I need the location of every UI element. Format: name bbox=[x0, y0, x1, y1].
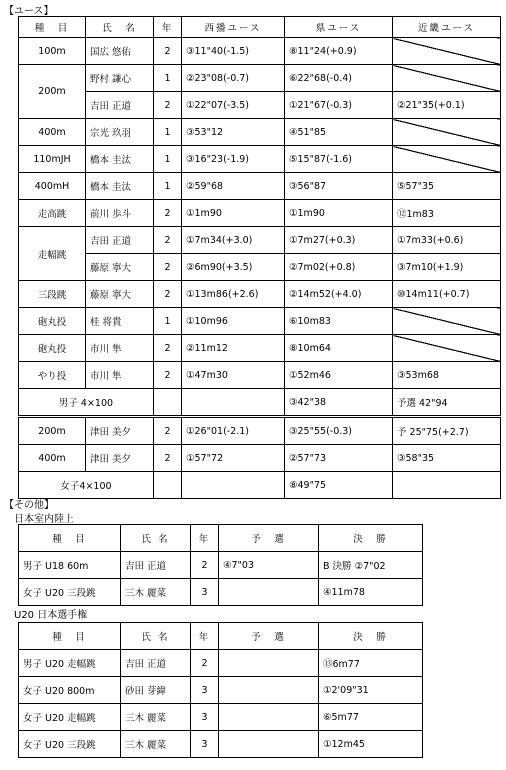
ken-cell: ⑤15"87(-1.6) bbox=[285, 146, 393, 173]
table-row bbox=[19, 704, 423, 731]
prelim-cell bbox=[219, 731, 319, 758]
ken-cell: ①21"67(-0.3) bbox=[285, 92, 393, 119]
name-cell: 吉田 正道 bbox=[86, 227, 154, 254]
empty-diagonal-cell bbox=[393, 65, 501, 92]
grade-cell bbox=[154, 472, 182, 499]
table-row bbox=[19, 579, 423, 606]
event-cell: 女子4×100 bbox=[19, 472, 154, 499]
seiban-cell: ③11"40(-1.5) bbox=[182, 38, 285, 65]
grade-cell: 2 bbox=[191, 650, 219, 677]
seiban-cell: ①1m90 bbox=[182, 200, 285, 227]
grade-cell: 2 bbox=[154, 281, 182, 308]
youth-table bbox=[18, 16, 501, 499]
name-cell: 津田 美夕 bbox=[86, 445, 154, 472]
name-cell: 市川 隼 bbox=[86, 362, 154, 389]
ken-cell: ③25"55(-0.3) bbox=[285, 417, 393, 445]
name-cell: 藤原 寧大 bbox=[86, 254, 154, 281]
grade-cell: 3 bbox=[191, 579, 219, 606]
table-row bbox=[19, 308, 501, 335]
header-final: 決 勝 bbox=[319, 623, 423, 650]
seiban-cell: ①13m86(+2.6) bbox=[182, 281, 285, 308]
kinki-cell: ⑤57"35 bbox=[393, 173, 501, 200]
grade-cell: 1 bbox=[154, 146, 182, 173]
youth-header-row bbox=[19, 17, 501, 38]
name-cell: 砂田 芽緯 bbox=[121, 677, 191, 704]
grade-cell: 2 bbox=[154, 254, 182, 281]
table-row bbox=[19, 472, 501, 499]
name-cell: 津田 美夕 bbox=[86, 417, 154, 445]
grade-cell: 1 bbox=[154, 308, 182, 335]
prelim-cell bbox=[219, 677, 319, 704]
final-cell: ①12m45 bbox=[319, 731, 423, 758]
name-cell: 橋本 圭汰 bbox=[86, 173, 154, 200]
kinki-cell: 予選 42"94 bbox=[393, 389, 501, 417]
kinki-cell: ⑫1m83 bbox=[393, 200, 501, 227]
empty-diagonal-cell bbox=[393, 146, 501, 173]
ken-cell: ③42"38 bbox=[285, 389, 393, 417]
seiban-cell: ②11m12 bbox=[182, 335, 285, 362]
table-row bbox=[19, 650, 423, 677]
header-name: 氏 名 bbox=[121, 623, 191, 650]
table-row bbox=[19, 335, 501, 362]
event-cell: 砲丸投 bbox=[19, 335, 86, 362]
table-row bbox=[19, 200, 501, 227]
prelim-cell bbox=[219, 704, 319, 731]
seiban-cell: ③16"23(-1.9) bbox=[182, 146, 285, 173]
final-cell: ⑥5m77 bbox=[319, 704, 423, 731]
ken-cell: ⑧10m64 bbox=[285, 335, 393, 362]
final-cell: ④11m78 bbox=[319, 579, 423, 606]
ken-cell: ⑧49"75 bbox=[285, 472, 393, 499]
seiban-cell: ②59"68 bbox=[182, 173, 285, 200]
youth-section-title: 【ユース】 bbox=[4, 6, 54, 17]
event-cell: やり投 bbox=[19, 362, 86, 389]
grade-cell: 2 bbox=[154, 200, 182, 227]
name-cell: 吉田 正道 bbox=[86, 92, 154, 119]
header-name: 氏 名 bbox=[86, 17, 154, 38]
event-cell: 100m bbox=[19, 38, 86, 65]
header-grade: 年 bbox=[154, 17, 182, 38]
table-row bbox=[19, 227, 501, 254]
kinki-cell: ⑩14m11(+0.7) bbox=[393, 281, 501, 308]
final-cell: ①2'09"31 bbox=[319, 677, 423, 704]
table-row bbox=[19, 119, 501, 146]
ken-cell: ①52m46 bbox=[285, 362, 393, 389]
event-cell: 110mJH bbox=[19, 146, 86, 173]
header-seiban: 西播ユース bbox=[182, 17, 285, 38]
name-cell: 三木 麗菜 bbox=[121, 731, 191, 758]
seiban-cell: ③53"12 bbox=[182, 119, 285, 146]
event-cell: 女子 U20 800m bbox=[19, 677, 121, 704]
kinki-cell: ①7m33(+0.6) bbox=[393, 227, 501, 254]
empty-diagonal-cell bbox=[393, 38, 501, 65]
ken-cell: ②57"73 bbox=[285, 445, 393, 472]
other-section-title: 【その他】 bbox=[4, 500, 54, 511]
grade-cell: 2 bbox=[154, 362, 182, 389]
table-row bbox=[19, 677, 423, 704]
table-row bbox=[19, 445, 501, 472]
name-cell: 藤原 寧大 bbox=[86, 281, 154, 308]
grade-cell: 2 bbox=[154, 38, 182, 65]
ken-cell: ②7m02(+0.8) bbox=[285, 254, 393, 281]
header-kinki: 近畿ユース bbox=[393, 17, 501, 38]
name-cell: 前川 歩斗 bbox=[86, 200, 154, 227]
event-cell: 200m bbox=[19, 417, 86, 445]
header-event: 種 目 bbox=[19, 623, 121, 650]
seiban-cell: ①10m96 bbox=[182, 308, 285, 335]
event-cell: 男子 U20 走幅跳 bbox=[19, 650, 121, 677]
grade-cell: 2 bbox=[154, 335, 182, 362]
seiban-cell: ①26"01(-2.1) bbox=[182, 417, 285, 445]
table-row bbox=[19, 552, 423, 579]
grade-cell: 2 bbox=[154, 227, 182, 254]
kinki-cell: ②21"35(+0.1) bbox=[393, 92, 501, 119]
prelim-cell bbox=[219, 650, 319, 677]
prelim-cell: ④7"03 bbox=[219, 552, 319, 579]
event-cell: 走高跳 bbox=[19, 200, 86, 227]
seiban-cell: ①47m30 bbox=[182, 362, 285, 389]
ken-cell: ③56"87 bbox=[285, 173, 393, 200]
ken-cell: ①7m27(+0.3) bbox=[285, 227, 393, 254]
name-cell: 国広 悠佑 bbox=[86, 38, 154, 65]
table-row bbox=[19, 65, 501, 92]
name-cell: 吉田 正道 bbox=[121, 650, 191, 677]
empty-diagonal-cell bbox=[393, 335, 501, 362]
kinki-cell: ③58"35 bbox=[393, 445, 501, 472]
table-row bbox=[19, 92, 501, 119]
event-cell: 400mH bbox=[19, 173, 86, 200]
table-row bbox=[19, 281, 501, 308]
name-cell: 市川 隼 bbox=[86, 335, 154, 362]
seiban-cell: ②6m90(+3.5) bbox=[182, 254, 285, 281]
grade-cell: 2 bbox=[154, 445, 182, 472]
table-row bbox=[19, 362, 501, 389]
grade-cell: 2 bbox=[154, 92, 182, 119]
table-row bbox=[19, 173, 501, 200]
grade-cell: 3 bbox=[191, 704, 219, 731]
seiban-cell bbox=[182, 389, 285, 417]
ken-cell: ⑥22"68(-0.4) bbox=[285, 65, 393, 92]
seiban-cell: ①22"07(-3.5) bbox=[182, 92, 285, 119]
grade-cell: 1 bbox=[154, 65, 182, 92]
final-cell: ⑬6m77 bbox=[319, 650, 423, 677]
ken-cell: ⑥10m83 bbox=[285, 308, 393, 335]
u20-table bbox=[18, 622, 423, 758]
event-cell: 走幅跳 bbox=[19, 227, 86, 281]
header-prelim: 予 選 bbox=[219, 623, 319, 650]
event-cell: 400m bbox=[19, 445, 86, 472]
kinki-cell: ③53m68 bbox=[393, 362, 501, 389]
seiban-cell bbox=[182, 472, 285, 499]
event-cell: 砲丸投 bbox=[19, 308, 86, 335]
header-final: 決 勝 bbox=[319, 525, 423, 552]
empty-diagonal-cell bbox=[393, 308, 501, 335]
seiban-cell: ②23"08(-0.7) bbox=[182, 65, 285, 92]
name-cell: 三木 麗菜 bbox=[121, 579, 191, 606]
name-cell: 野村 謙心 bbox=[86, 65, 154, 92]
header-name: 氏 名 bbox=[121, 525, 191, 552]
header-grade: 年 bbox=[191, 525, 219, 552]
name-cell: 宗光 玖羽 bbox=[86, 119, 154, 146]
event-cell: 女子 U20 三段跳 bbox=[19, 579, 121, 606]
header-prelim: 予 選 bbox=[219, 525, 319, 552]
empty-diagonal-cell bbox=[393, 119, 501, 146]
table-row bbox=[19, 254, 501, 281]
prelim-cell bbox=[219, 579, 319, 606]
table-row bbox=[19, 731, 423, 758]
ken-cell: ⑧11"24(+0.9) bbox=[285, 38, 393, 65]
kinki-cell: ③7m10(+1.9) bbox=[393, 254, 501, 281]
header-event: 種 目 bbox=[19, 525, 121, 552]
final-cell: B 決勝 ②7"02 bbox=[319, 552, 423, 579]
u20-header-row bbox=[19, 623, 423, 650]
event-cell: 400m bbox=[19, 119, 86, 146]
event-cell: 三段跳 bbox=[19, 281, 86, 308]
ken-cell: ②14m52(+4.0) bbox=[285, 281, 393, 308]
seiban-cell: ①57"72 bbox=[182, 445, 285, 472]
grade-cell: 1 bbox=[154, 173, 182, 200]
event-cell: 女子 U20 走幅跳 bbox=[19, 704, 121, 731]
indoor-subtitle: 日本室内陸上 bbox=[14, 514, 74, 525]
grade-cell: 2 bbox=[154, 417, 182, 445]
event-cell: 女子 U20 三段跳 bbox=[19, 731, 121, 758]
table-row bbox=[19, 389, 501, 417]
table-row bbox=[19, 146, 501, 173]
grade-cell: 3 bbox=[191, 731, 219, 758]
table-row bbox=[19, 38, 501, 65]
indoor-table bbox=[18, 524, 423, 606]
name-cell: 吉田 正道 bbox=[121, 552, 191, 579]
header-grade: 年 bbox=[191, 623, 219, 650]
grade-cell: 1 bbox=[154, 119, 182, 146]
ken-cell: ④51"85 bbox=[285, 119, 393, 146]
name-cell: 桂 将貴 bbox=[86, 308, 154, 335]
kinki-cell bbox=[393, 472, 501, 499]
seiban-cell: ①7m34(+3.0) bbox=[182, 227, 285, 254]
ken-cell: ①1m90 bbox=[285, 200, 393, 227]
grade-cell bbox=[154, 389, 182, 417]
header-ken: 県ユース bbox=[285, 17, 393, 38]
indoor-header-row bbox=[19, 525, 423, 552]
grade-cell: 3 bbox=[191, 677, 219, 704]
kinki-cell: 予 25"75(+2.7) bbox=[393, 417, 501, 445]
event-cell: 200m bbox=[19, 65, 86, 119]
grade-cell: 2 bbox=[191, 552, 219, 579]
u20-subtitle: U20 日本選手権 bbox=[14, 610, 88, 621]
name-cell: 三木 麗菜 bbox=[121, 704, 191, 731]
table-row bbox=[19, 417, 501, 445]
event-cell: 男子 4×100 bbox=[19, 389, 154, 417]
event-cell: 男子 U18 60m bbox=[19, 552, 121, 579]
name-cell: 橋本 圭汰 bbox=[86, 146, 154, 173]
header-event: 種 目 bbox=[19, 17, 86, 38]
